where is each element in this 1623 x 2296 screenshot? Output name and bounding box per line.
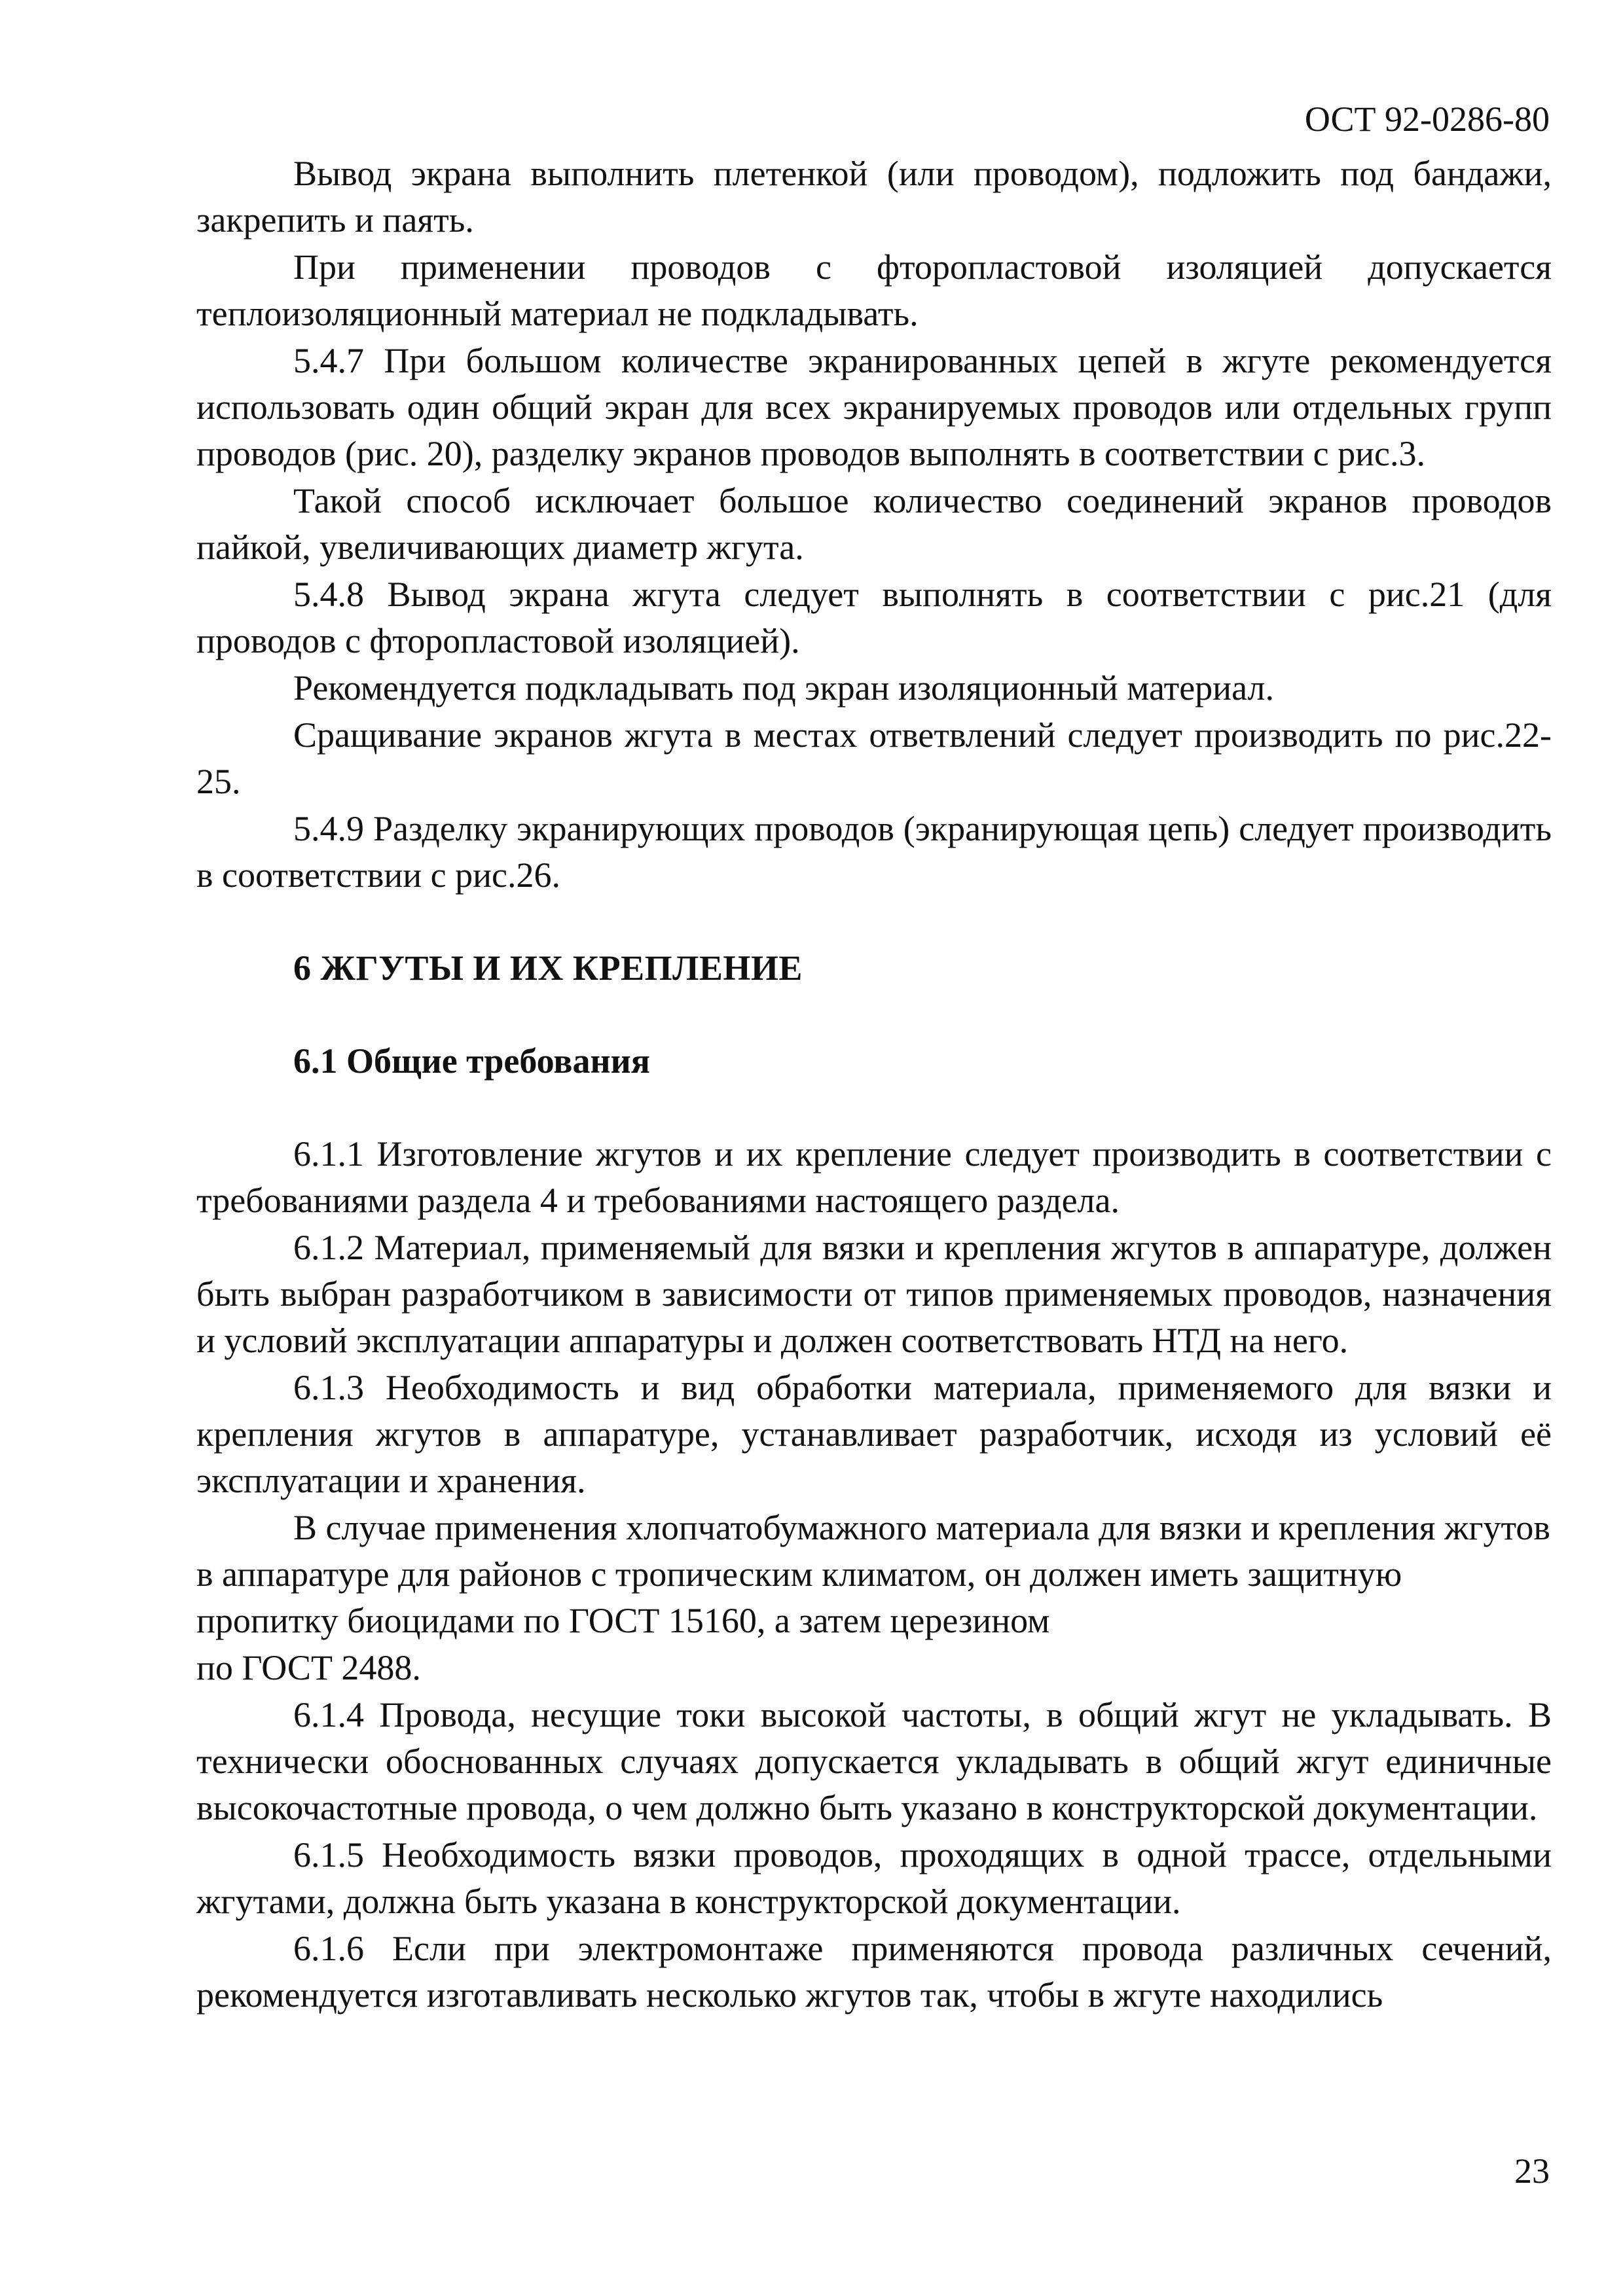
paragraph-tropical-climate: В случае применения хлопчатобумажного материала для вязки и крепления жгутов в аппаратуре для районов с тропическим климатом, он должен иметь защитную пропитку биоцидами по ГОСТ 15160, а затем церезином <box>196 1508 1550 1640</box>
page-number: 23 <box>1514 2151 1550 2191</box>
paragraph-screen-output: Вывод экрана выполнить плетенкой (или проводом), подложить под бандажи, закрепить и паять. <box>196 154 1552 240</box>
subsection-title: 6.1 Общие требования <box>293 1041 650 1081</box>
paragraph-6-1-4: 6.1.4 Провода, несущие токи высокой частоты, в общий жгут не укладывать. В технически обоснованных случаях допускается укладывать в общий жгут единичные высокочастотные провода, о чем должно быть указано в конструкторской документации. <box>196 1695 1552 1827</box>
page-content <box>196 151 1552 2019</box>
paragraph-gost-2488: по ГОСТ 2488. <box>196 1648 421 1687</box>
paragraph-screen-splicing: Сращивание экранов жгута в местах ответвлений следует производить по рис.22-25. <box>196 715 1552 801</box>
paragraph-method-excludes: Такой способ исключает большое количество соединений экранов проводов пайкой, увеличивающих диаметр жгута. <box>196 481 1552 567</box>
paragraph-insulation-recommended: Рекомендуется подкладывать под экран изоляционный материал. <box>293 668 1274 708</box>
paragraph-6-1-2: 6.1.2 Материал, применяемый для вязки и крепления жгутов в аппаратуре, должен быть выбран разработчиком в зависимости от типов применяемых проводов, назначения и условий эксплуатации аппаратуры и должен соответствовать НТД на него. <box>196 1228 1552 1360</box>
paragraph-6-1-3: 6.1.3 Необходимость и вид обработки материала, применяемого для вязки и крепления жгутов в аппаратуре, устанавливает разработчик, исходя из условий её эксплуатации и хранения. <box>196 1368 1552 1500</box>
paragraph-5-4-8: 5.4.8 Вывод экрана жгута следует выполнять в соответствии с рис.21 (для проводов с фторопластовой изоляцией). <box>196 575 1552 660</box>
paragraph-fluoroplastic-insulation: При применении проводов с фторопластовой изоляцией допускается теплоизоляционный материал не подкладывать. <box>196 247 1552 333</box>
paragraph-5-4-9: 5.4.9 Разделку экранирующих проводов (экранирующая цепь) следует производить в соответствии с рис.26. <box>196 809 1552 895</box>
section-title: 6 ЖГУТЫ И ИХ КРЕПЛЕНИЕ <box>293 948 803 988</box>
document-code: ОСТ 92-0286-80 <box>1304 99 1550 139</box>
paragraph-6-1-6: 6.1.6 Если при электромонтаже применяются провода различных сечений, рекомендуется изготавливать несколько жгутов так, чтобы в жгуте находились <box>196 1929 1552 2015</box>
paragraph-6-1-1: 6.1.1 Изготовление жгутов и их крепление следует производить в соответствии с требованиями раздела 4 и требованиями настоящего раздела. <box>196 1134 1552 1220</box>
paragraph-5-4-7: 5.4.7 При большом количестве экранированных цепей в жгуте рекомендуется использовать один общий экран для всех экранируемых проводов или отдельных групп проводов (рис. 20), разделку экранов проводов выполнять в соответствии с рис.3. <box>196 341 1552 473</box>
paragraph-6-1-5: 6.1.5 Необходимость вязки проводов, проходящих в одной трассе, отдельными жгутами, должна быть указана в конструкторской документации. <box>196 1835 1552 1921</box>
